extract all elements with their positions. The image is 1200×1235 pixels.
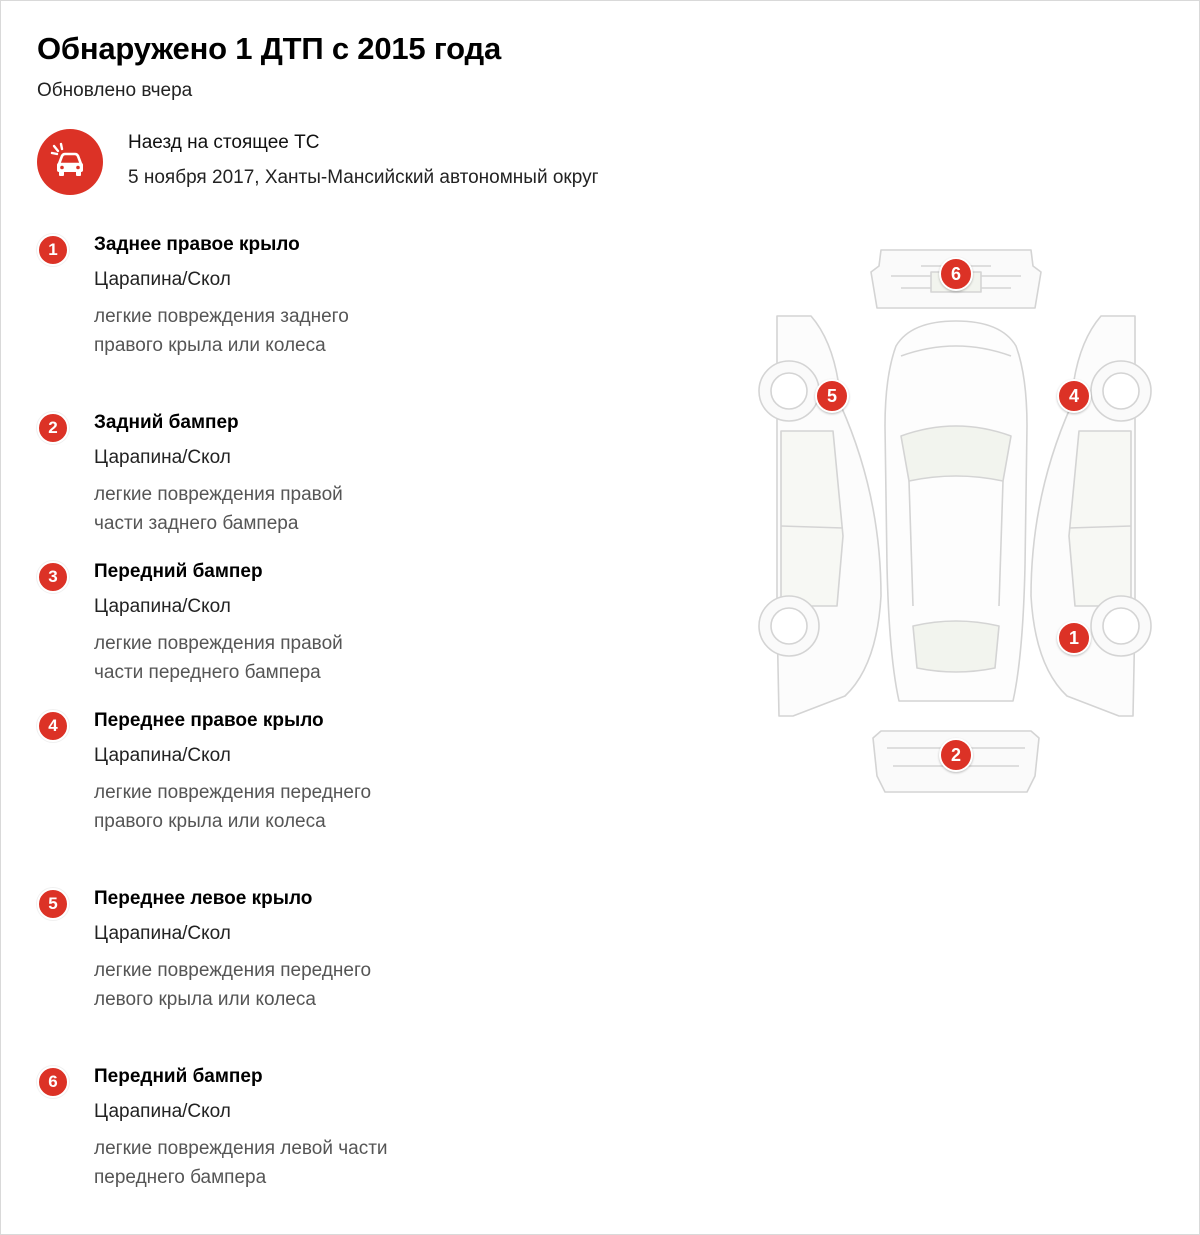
damage-description: легкие повреждения правой части заднего бампера [94,484,343,534]
damage-number-badge: 4 [37,710,69,742]
damage-part: Задний бампер [94,412,239,433]
damage-description: легкие повреждения переднего левого крыла или колеса [94,960,372,1010]
damage-kind: Царапина/Скол [94,447,231,468]
damage-kind: Царапина/Скол [94,596,231,617]
damage-part: Заднее правое крыло [94,234,300,255]
damage-kind: Царапина/Скол [94,269,231,290]
damage-number-badge: 1 [37,234,69,266]
damage-kind: Царапина/Скол [94,745,231,766]
damage-description: легкие повреждения заднего правого крыла или колеса [94,306,349,356]
page-title: Обнаружено 1 ДТП с 2015 года [37,31,502,66]
damage-number-badge: 3 [37,561,69,593]
damage-marker[interactable]: 1 [1057,621,1091,655]
accident-date-region: 5 ноября 2017, Ханты-Мансийский автономный округ [128,167,599,188]
damage-number-badge: 5 [37,888,69,920]
damage-description: легкие повреждения переднего правого крыла или колеса [94,782,372,832]
damage-description: легкие повреждения правой части переднего бампера [94,633,343,683]
updated-status: Обновлено вчера [37,80,193,101]
car-outline-icon [741,236,1181,806]
damage-description: легкие повреждения левой части переднего бампера [94,1138,388,1188]
damage-marker[interactable]: 5 [815,379,849,413]
damage-part: Переднее правое крыло [94,710,324,731]
damage-part: Передний бампер [94,1066,263,1087]
damage-part: Переднее левое крыло [94,888,313,909]
damage-marker[interactable]: 6 [939,257,973,291]
damage-marker[interactable]: 4 [1057,379,1091,413]
damage-number-badge: 2 [37,412,69,444]
damage-kind: Царапина/Скол [94,1101,231,1122]
damage-number-badge: 6 [37,1066,69,1098]
accident-type: Наезд на стоящее ТС [128,132,320,153]
car-crash-icon [37,129,103,195]
damage-kind: Царапина/Скол [94,923,231,944]
damage-marker[interactable]: 2 [939,738,973,772]
car-damage-scheme [741,236,1181,806]
damage-part: Передний бампер [94,561,263,582]
